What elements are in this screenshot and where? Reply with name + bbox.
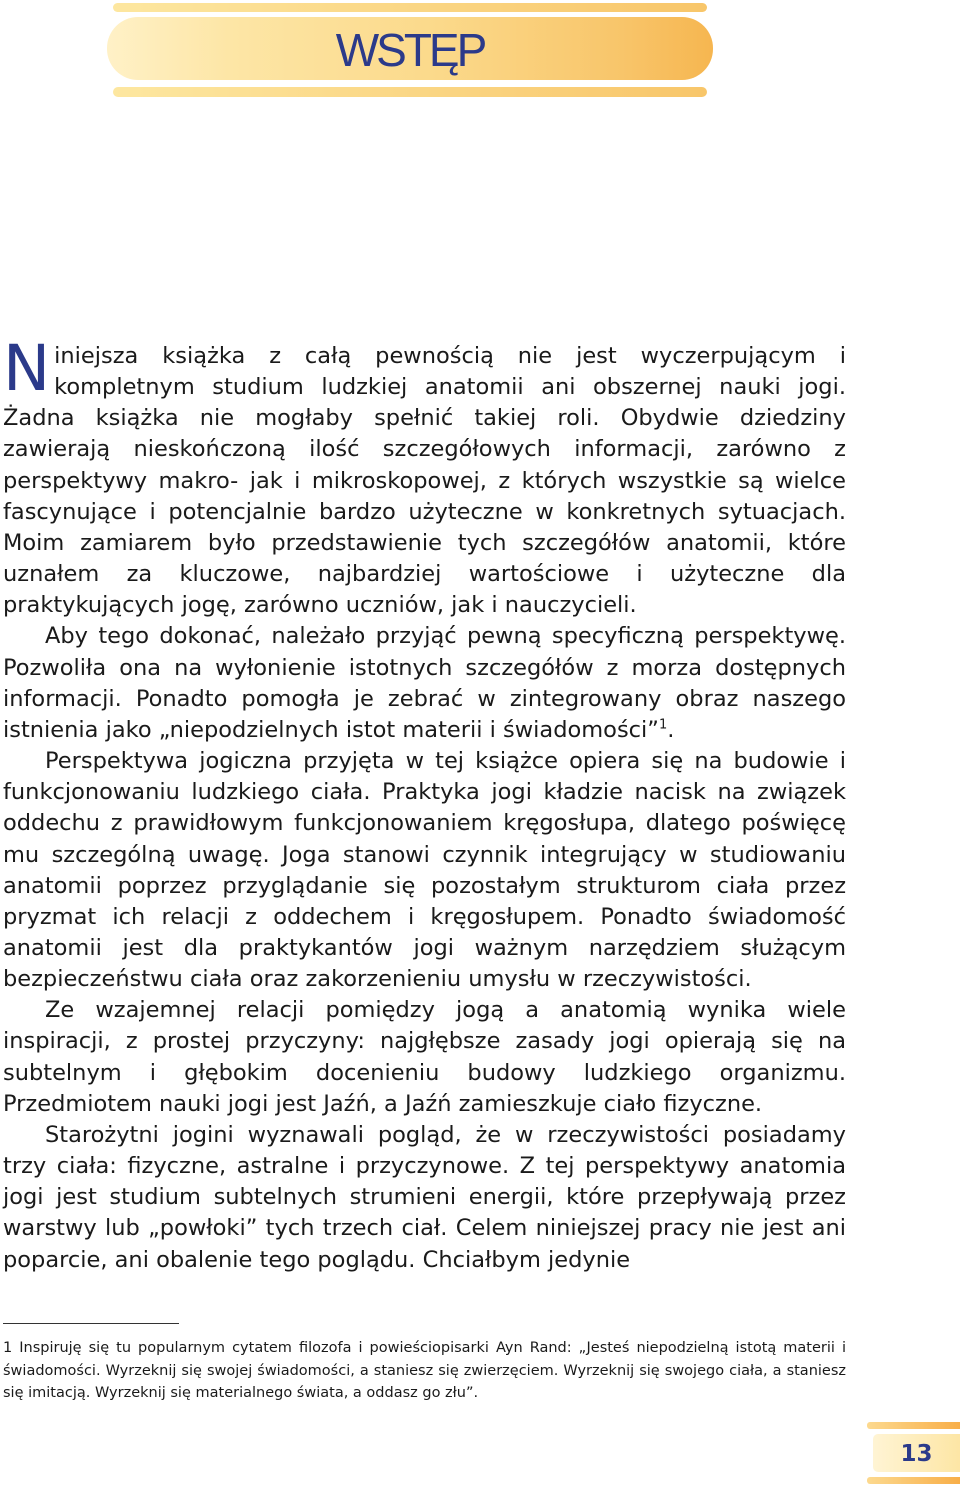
- paragraph-5: Starożytni jogini wyznawali pogląd, że w rzeczywistości posiadamy trzy ciała: fizyczne, astralne i przyczynowe. Z tej perspektywy anatomia jogi jest studium subtelnych strumieni energii, które przepływają przez warstwy lub „powłoki” tych trzech ciał. Celem niniejszej pracy nie jest ani poparcie, ani obalenie tego poglądu. Chciałbym jedynie: [3, 1121, 846, 1273]
- drop-cap: N: [3, 332, 51, 405]
- footnote-text: Inspiruję się tu popularnym cytatem filozofa i powieściopisarki Ayn Rand: „Jesteś niepodzielną istotą materii i świadomości. Wyrzeknij się swojej świadomości, a staniesz się zwierzęciem. Wyrzeknij się swojego ciała, a staniesz się imitacją. Wyrzeknij się materialnego świata, a oddasz go złu”.: [3, 1340, 846, 1401]
- paragraph-2-text: Aby tego dokonać, należało przyjąć pewną specyficzną perspektywę. Pozwoliła ona na wyłonienie istotnych szczegółów z morza dostępnych informacji. Ponadto pomogła je zebrać w zintegrowany obraz naszego istnienia jako „niepodzielnych istot materii i świadomości”: [3, 623, 846, 743]
- footnote: [3, 1337, 846, 1405]
- paragraph-3: Perspektywa jogiczna przyjęta w tej książce opiera się na budowie i funkcjonowaniu ludzkiego ciała. Praktyka jogi kładzie nacisk na związek oddechu z prawidłowym funkcjonowaniem kręgosłupa, dlatego poświęcę mu szczególną uwagę. Joga stanowi czynnik integrujący w studiowaniu anatomii poprzez przyglądanie się pozostałym strukturom ciała przez pryzmat ich relacji z oddechem i kręgosłupem. Ponadto świadomość anatomii jest dla praktykantów jogi ważnym narzędziem służącym bezpieczeństwu ciała oraz zakorzenieniu umysłu w rzeczywistości.: [3, 748, 846, 993]
- page-number-stripe-top: [867, 1422, 960, 1429]
- paragraph-2-end: .: [667, 716, 675, 743]
- header-stripe-top: [113, 3, 707, 12]
- paragraph-1: [3, 332, 846, 621]
- paragraph-4: Ze wzajemnej relacji pomiędzy jogą a anatomią wynika wiele inspiracji, z prostej przyczyny: najgłębsze zasady jogi opierają się na subtelnym i głębokim docenieniu budowy ludzkiego organizmu. Przedmiotem nauki jogi jest Jaźń, a Jaźń zamieszkuje ciało fizyczne.: [3, 997, 846, 1117]
- footnote-number: 1: [3, 1340, 13, 1356]
- page-number-stripe-bottom: [867, 1477, 960, 1484]
- chapter-title: WSTĘP: [335, 24, 485, 76]
- footnote-divider: [3, 1323, 179, 1324]
- paragraph-1-text: iniejsza książka z całą pewnością nie jest wyczerpującym i kompletnym studium ludzkiej anatomii ani obszernej nauki jogi. Żadna książka nie mogłaby spełnić takiej roli. Obydwie dziedziny zawierają nieskończoną ilość szczegółowych informacji, zarówno z perspektywy makro- jak i mikroskopowej, z których wszystkie są wielce fascynujące i potencjalnie bardzo użyteczne w konkretnych sytuacjach. Moim zamiarem było przedstawienie tych szczegółów anatomii, które uznałem za kluczowe, najbardziej wartościowe i użyteczne dla praktykujących jogę, zarówno uczniów, jak i nauczycieli.: [3, 343, 846, 619]
- paragraph-2: [3, 621, 846, 746]
- header-stripe-bottom: [113, 87, 707, 97]
- footnote-reference[interactable]: 1: [658, 717, 668, 733]
- main-text: [3, 332, 846, 1276]
- page-number: 13: [900, 1441, 933, 1467]
